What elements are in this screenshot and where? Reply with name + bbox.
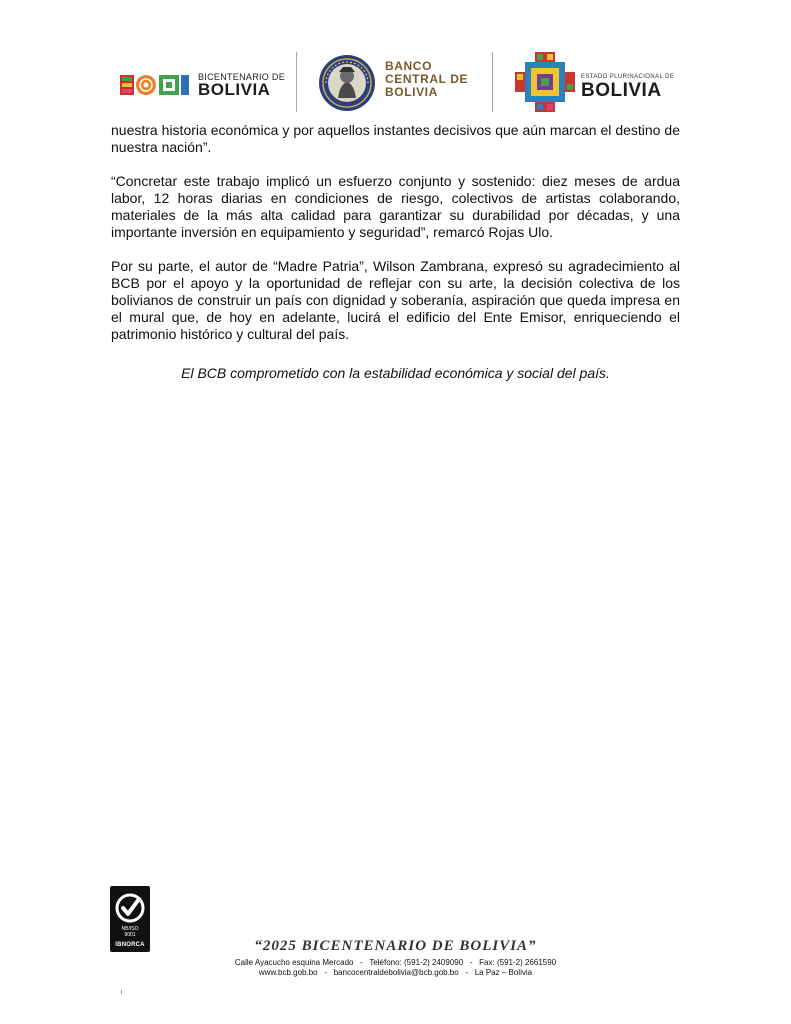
bcb-logo (318, 54, 483, 112)
bcb-name-line: BOLIVIA (385, 85, 438, 99)
cert-organization: IBNORCA (115, 942, 145, 948)
footer-address: Calle Ayacucho esquina Mercado - Teléfono: (591-2) 2409090 - Fax: (591-2) 2661590 (234, 958, 557, 967)
bicentenario-symbols-icon (120, 73, 190, 97)
press-release-body (111, 122, 680, 399)
footer-motto: “2025 BICENTENARIO DE BOLIVIA” (254, 938, 537, 954)
estado-title: BOLIVIA (581, 80, 662, 101)
bcb-name (385, 60, 468, 99)
body-paragraph: Por su parte, el autor de “Madre Patria”, Wilson Zambrana, expresó su agradecimiento al BCB por el apoyo y la oportunidad de reflejar con su arte, la decisión colectiva de los bolivianos de construir un país con dignidad y soberanía, aspiración que queda impresa en el mural que, de hoy en adelante, lucirá el edificio del Ente Emisor, enriqueciendo el patrimonio histórico y cultural del país. (111, 258, 680, 342)
closing-statement: El BCB comprometido con la estabilidad económica y social del país. (181, 365, 610, 381)
chakana-icon (515, 52, 575, 112)
page-mark (121, 990, 122, 994)
bcb-seal-icon (318, 54, 376, 112)
bicentenario-logo (120, 70, 286, 100)
footer-contact: www.bcb.gob.bo - bancocentraldebolivia@bcb.gob.bo - La Paz – Bolivia (258, 968, 533, 977)
checkmark-seal-icon (114, 892, 146, 924)
bicentenario-title: BOLIVIA (198, 80, 271, 99)
header-divider (492, 52, 493, 112)
body-paragraph: nuestra historia económica y por aquellos instantes decisivos que aún marcan el destino de nuestra nación”. (111, 122, 680, 155)
header-divider (296, 52, 297, 112)
estado-plurinacional-logo (515, 52, 675, 112)
bcb-name-line: BANCO (385, 59, 432, 73)
bicentenario-subtitle: BICENTENARIO DE (198, 72, 286, 82)
body-paragraph: “Concretar este trabajo implicó un esfuerzo conjunto y sostenido: diez meses de ardua labor, 12 horas diarias en condiciones de riesgo, colectivos de artistas colaborando, materiales de la más alta calidad para garantizar su durabilidad por décadas, y una importante inversión en equipamiento y seguridad”, remarcó Rojas Ulo. (111, 173, 680, 240)
estado-subtitle: ESTADO PLURINACIONAL DE (581, 74, 675, 80)
letterhead (0, 0, 791, 120)
bcb-name-line: CENTRAL DE (385, 72, 469, 86)
cert-standard: NB/ISO 9001 (121, 926, 139, 938)
